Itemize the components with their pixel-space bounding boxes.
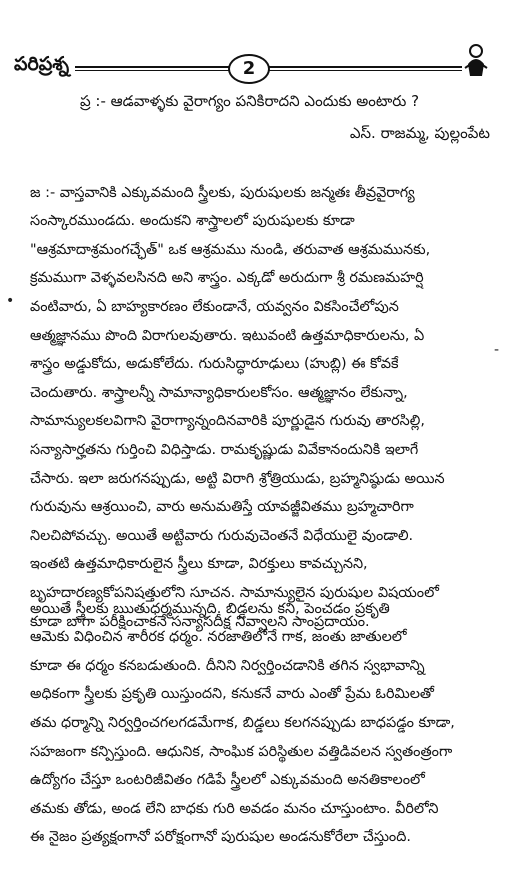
series-title: పరిప్రశ్న — [14, 52, 75, 76]
page-header — [14, 52, 484, 80]
answer-paragraph-text: అయితే స్త్రీలకు ఋతుధర్మమున్నది. బిడ్డలను కని, పెంచడం ప్రకృతి ఆమెకు విధించిన శారీరక ధర్మం. నరజాతిలోనే గాక, జంతు జాతులలో కూడా ఈ ధర్మం కనబడుతుంది. దీనిని నిర్వర్తించడానికి తగిన స్వభావాన్ని అధికంగా స్త్రీలకు ప్రకృతి యిస్తుందని, కనుకనే వారు ఎంతో ప్రేమ ఓరిమిలతో తమ ధర్మాన్ని నిర్వర్తించగలగడమేగాక, బిడ్డలు కలగనప్పుడు బాధపడ్డం కూడా, సహజంగా కన్పిస్తుంది. ఆధునిక, సాంఘిక పరిస్థితుల వత్తిడివలన స్వతంత్రంగా ఉద్యోగం చేస్తూ ఒంటరిజీవితం గడిపే స్త్రీలలో ఎక్కువమంది అనతికాలంలో తమకు తోడు, అండ లేని బాధకు గురి అవడం మనం చూస్తుంటాం. వీరిలోని ఈ నైజం ప్రత్యక్షంగానో పరోక్షంగానో పురుషుల అండనుకోరేలా చేస్తుంది. — [30, 600, 455, 846]
question-text: ప్ర :- ఆడవాళ్ళకు వైరాగ్యం పనికిరాదని ఎందుకు అంటారు ? — [80, 92, 420, 110]
ornament-icon — [462, 42, 490, 78]
answer-paragraph-text: జ :- వాస్తవానికి ఎక్కువమంది స్త్రీలకు, పురుషులకు జన్మతః తీవ్రవైరాగ్య సంస్కారముండదు. అందుకని శాస్త్రాలలో పురుషులకు కూడా "ఆశ్రమాదాశ్రమంగచ్ఛేత్" ఒక ఆశ్రమము నుండి, తరువాత ఆశ్రమమునకు, క్రమముగా వెళ్ళవలసినది అని శాస్త్రం. ఎక్కడో అరుదుగా శ్రీ రమణమహర్షి వంటివారు, ఏ బాహ్యకారణం లేకుండానే, యవ్వనం వికసించేలోపున ఆత్మజ్ఞానము పొంది విరాగులవుతారు. ఇటువంటి ఉత్తమాధికారులను, ఏ శాస్త్రం అడ్డుకోదు, అడుకోలేదు. గురుసిద్ధారూఢులు (హుబ్లి) ఈ కోవకే చెందుతారు. శాస్త్రాలన్నీ సామాన్యాధికారులకోసం. ఆత్మజ్ఞానం లేకున్నా, సామాన్యులకలవిగాని వైరాగ్యాన్నందినవారికి పూర్ణుడైన గురువు తారసిల్లి, సన్యాసార్హతను గుర్తించి విధిస్తాడు. రామకృష్ణుడు వివేకానందునికి ఇలాగే చేసారు. ఇలా జరుగనప్పుడు, అట్టి విరాగి శ్రోత్రియుడు, బ్రహ్మనిష్ఠుడు అయిన గురువును ఆశ్రయించి, వారు అనుమతిస్తే యావజ్జీవితము బ్రహ్మచారిగా నిలచిపోవచ్చు. అయితే అట్టివారు గురువుచెంతనే విధేయులై వుండాలి. ఇంతటి ఉత్తమాధికారులైన స్త్రీలు కూడా, విరక్తులు కావచ్చునని, బృహదారణ్యకోపనిషత్తులోని సూచన. సామాన్యులైన పురుషుల విషయంలో కూడా బాగా పరీక్షించాకనే సన్యాసదీక్ష నివ్వాలని సాంప్రదాయం. — [30, 184, 445, 630]
question-asker: ఎస్. రాజమ్మ, పుల్లంపేట — [349, 124, 490, 142]
answer-paragraph — [30, 566, 492, 881]
page-number: 2 — [228, 54, 270, 84]
margin-mark: - — [494, 342, 500, 358]
margin-mark: • — [6, 293, 15, 309]
